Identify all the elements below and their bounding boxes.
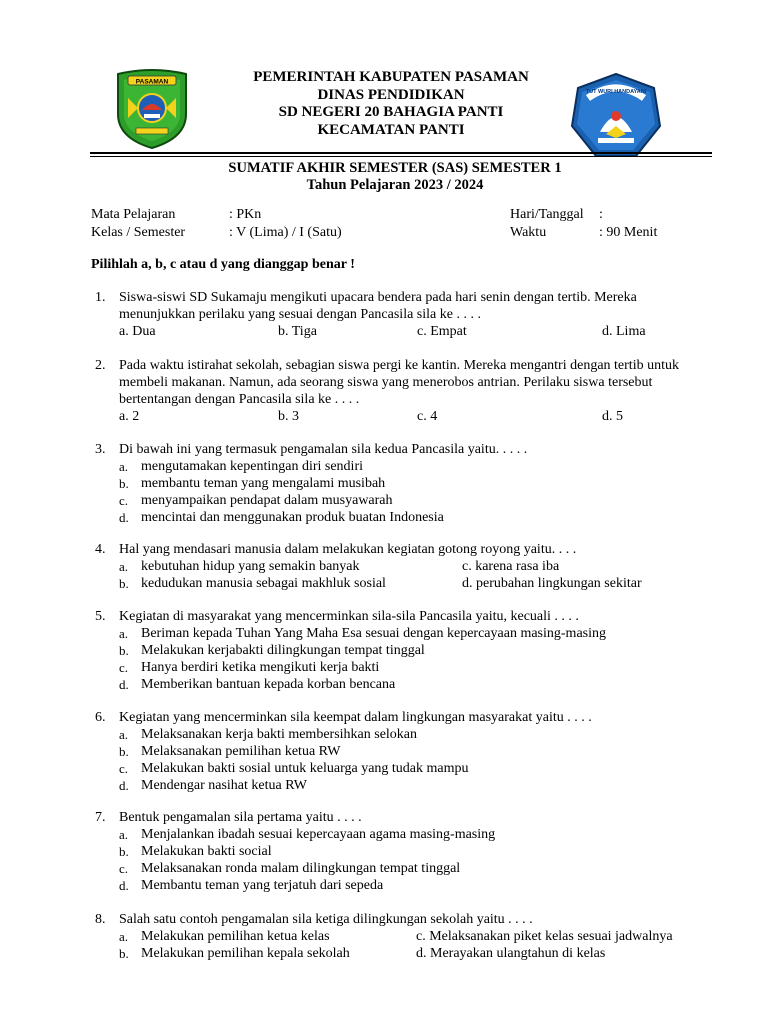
question-text: Salah satu contoh pengamalan sila ketiga dilingkungan sekolah yaitu . . . . — [119, 912, 533, 927]
header-line-2: DINAS PENDIDIKAN — [317, 86, 465, 103]
question-number: 1. — [95, 290, 106, 305]
option-b: b. Melaksanakan pemilihan ketua RW — [119, 744, 341, 759]
option-a: a. mengutamakan kepentingan diri sendiri — [119, 459, 363, 474]
option-c: c. Melakukan bakti sosial untuk keluarga yang tudak mampu — [119, 761, 469, 776]
option-d: d. Mendengar nasihat ketua RW — [119, 778, 308, 793]
question-number: 3. — [95, 442, 106, 457]
question-1 — [95, 289, 715, 340]
option-d: d. Memberikan bantuan kepada korban bencana — [119, 677, 396, 692]
option-a: a. kebutuhan hidup yang semakin banyak c. karena rasa iba — [119, 559, 560, 574]
option-a: a. Melakukan pemilihan ketua kelas c. Melaksanakan piket kelas sesuai jadwalnya — [119, 929, 673, 944]
question-text: Siswa-siswi SD Sukamaju mengikuti upacara bendera pada hari senin dengan tertib. Mereka menunjukkan perilaku yang sesuai dengan Pancasila sila ke . . . . — [119, 290, 637, 322]
option-c: c. Empat — [417, 324, 467, 339]
question-number: 8. — [95, 912, 106, 927]
option-a: a. Melaksanakan kerja bakti membersihkan selokan — [119, 727, 418, 742]
logo-right-text: TUT WURI HANDAYANI — [585, 89, 647, 95]
question-text: Di bawah ini yang termasuk pengamalan sila kedua Pancasila yaitu. . . . . — [119, 442, 528, 457]
header-line-3: SD NEGERI 20 BAHAGIA PANTI — [278, 104, 504, 120]
option-b: b. membantu teman yang mengalami musibah — [119, 476, 386, 491]
exam-title-line-1: SUMATIF AKHIR SEMESTER (SAS) SEMESTER 1 — [228, 160, 562, 176]
time-label: Waktu — [510, 225, 547, 240]
header-line-4: KECAMATAN PANTI — [317, 121, 465, 138]
question-text: Kegiatan di masyarakat yang mencerminkan sila-sila Pancasila yaitu, kecuali . . . . — [119, 609, 579, 624]
question-8 — [95, 911, 715, 962]
option-c: c. Hanya berdiri ketika mengikuti kerja bakti — [119, 660, 380, 675]
option-b: b. Melakukan bakti social — [119, 844, 272, 859]
option-d: d. perubahan lingkungan sekitar — [462, 576, 642, 591]
logo-left-text: PASAMAN — [135, 78, 169, 86]
question-6 — [95, 709, 715, 794]
header-line-1: PEMERINTAH KABUPATEN PASAMAN — [253, 69, 529, 85]
question-4 — [95, 541, 715, 592]
class-label: Kelas / Semester — [91, 225, 186, 240]
subject-label: Mata Pelajaran — [91, 207, 176, 222]
question-text: Hal yang mendasari manusia dalam melakukan kegiatan gotong royong yaitu. . . . — [119, 542, 577, 557]
question-3 — [95, 441, 715, 526]
option-b: b. Melakukan pemilihan kepala sekolah d. Merayakan ulangtahun di kelas — [119, 946, 606, 961]
question-number: 5. — [95, 609, 106, 624]
option-d: d. Lima — [602, 324, 646, 339]
exam-title — [0, 160, 768, 193]
day-label: Hari/Tanggal — [510, 207, 584, 222]
question-number: 4. — [95, 542, 106, 557]
question-number: 7. — [95, 810, 106, 825]
school-header — [0, 69, 768, 139]
option-a: a. Menjalankan ibadah sesuai kepercayaan agama masing-masing — [119, 827, 496, 842]
option-c: c. Melaksanakan piket kelas sesuai jadwalnya — [416, 929, 673, 944]
question-2 — [95, 357, 715, 425]
option-c: c. 4 — [417, 409, 438, 424]
option-b: b. Melakukan kerjabakti dilingkungan tempat tinggal — [119, 643, 425, 658]
option-d: d. Merayakan ulangtahun di kelas — [416, 946, 606, 961]
question-text: Bentuk pengamalan sila pertama yaitu . . . . — [119, 810, 362, 825]
option-c: c. Melaksanakan ronda malam dilingkungan tempat tinggal — [119, 861, 461, 876]
header-rule-thick — [90, 152, 712, 154]
header-rule-thin — [90, 156, 712, 157]
option-c: c. karena rasa iba — [462, 559, 560, 574]
option-b: b. kedudukan manusia sebagai makhluk sosial d. perubahan lingkungan sekitar — [119, 576, 642, 591]
class-value: : V (Lima) / I (Satu) — [229, 225, 342, 240]
option-a: a. Beriman kepada Tuhan Yang Maha Esa sesuai dengan kepercayaan masing-masing — [119, 626, 606, 641]
question-text: Kegiatan yang mencerminkan sila keempat dalam lingkungan masyarakat yaitu . . . . — [119, 710, 592, 725]
question-number: 6. — [95, 710, 106, 725]
time-value: : 90 Menit — [599, 225, 658, 240]
option-d: d. mencintai dan menggunakan produk buatan Indonesia — [119, 510, 444, 525]
option-d: d. 5 — [602, 409, 623, 424]
option-d: d. Membantu teman yang terjatuh dari sepeda — [119, 878, 384, 893]
question-text: Pada waktu istirahat sekolah, sebagian siswa pergi ke kantin. Mereka mengantri dengan tertib untuk membeli makanan. Namun, ada seorang siswa yang menerobos antrian. Perilaku siswa tersebut bertentangan dengan Pancasila sila ke . . . . — [119, 358, 679, 407]
exam-title-line-2: Tahun Pelajaran 2023 / 2024 — [306, 176, 484, 193]
day-value: : — [599, 207, 603, 222]
question-7 — [95, 809, 715, 894]
question-number: 2. — [95, 358, 106, 373]
option-a: a. 2 — [119, 409, 140, 424]
option-b: b. 3 — [278, 409, 299, 424]
subject-value: : PKn — [229, 207, 262, 222]
option-b: b. Tiga — [278, 324, 317, 339]
question-5 — [95, 608, 715, 693]
option-c: c. menyampaikan pendapat dalam musyawarah — [119, 493, 393, 508]
instruction: Pilihlah a, b, c atau d yang dianggap benar ! — [91, 257, 355, 272]
option-a: a. Dua — [119, 324, 156, 339]
